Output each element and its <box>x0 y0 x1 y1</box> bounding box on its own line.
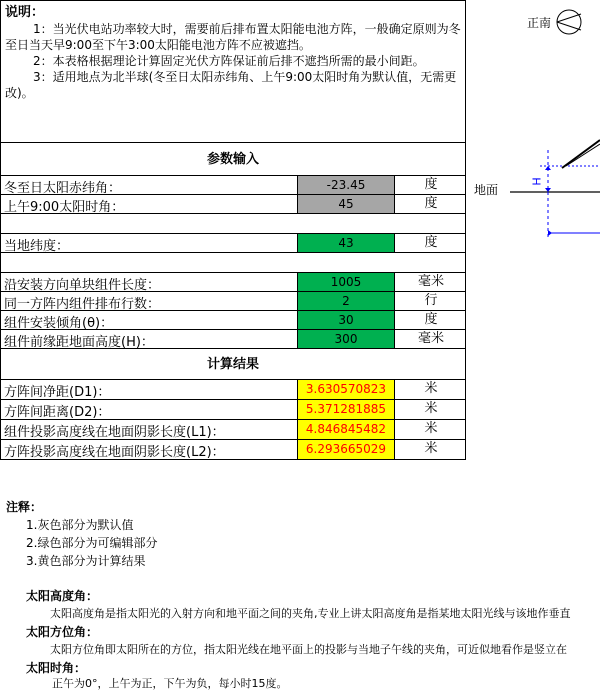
ground-label: 地面 <box>474 183 499 197</box>
param-label: 同一方阵内组件排布行数： <box>4 297 161 312</box>
note-item: 1.灰色部分为默认值 <box>26 518 134 532</box>
result-row-l2 <box>0 440 466 460</box>
result-unit: 米 <box>424 381 438 396</box>
note-item: 2.绿色部分为可编辑部分 <box>26 536 158 550</box>
result-value-d2: 5.371281885 <box>297 400 395 419</box>
spacer-row <box>0 253 466 273</box>
notes-title: 注释： <box>6 500 43 514</box>
result-value-d1: 3.630570823 <box>297 380 395 399</box>
altitude-text: 太阳高度角是指太阳光的入射方向和地平面之间的夹角,专业上讲太阳高度角是指某地太阳光线与该地作垂直 <box>50 607 571 620</box>
param-value-hour-angle[interactable]: 45 <box>297 195 395 213</box>
param-row-height <box>0 330 466 349</box>
result-label: 组件投影高度线在地面阴影长度(L1)： <box>4 425 225 440</box>
param-row-tilt <box>0 311 466 330</box>
result-unit: 米 <box>424 421 438 436</box>
param-label: 组件前缘距地面高度(H)： <box>4 335 154 350</box>
param-value-height[interactable]: 300 <box>297 330 395 348</box>
param-unit: 度 <box>424 235 438 250</box>
param-value-row-count[interactable]: 2 <box>297 292 395 310</box>
param-unit: 毫米 <box>417 331 444 346</box>
result-unit: 米 <box>424 401 438 416</box>
hour-text: 正午为0°，上午为正，下午为负，每小时15度。 <box>52 677 288 690</box>
param-unit: 行 <box>424 293 438 308</box>
h-label: H <box>530 177 544 186</box>
result-unit: 米 <box>424 441 438 456</box>
altitude-title: 太阳高度角： <box>26 589 99 603</box>
param-unit: 毫米 <box>417 274 444 289</box>
notes <box>6 498 600 568</box>
param-row-row-count <box>0 292 466 311</box>
param-unit: 度 <box>424 177 438 192</box>
result-row-d2 <box>0 400 466 420</box>
azimuth-text: 太阳方位角即太阳所在的方位，指太阳光线在地平面上的投影与当地子午线的夹角，可近似地看作是竖立在 <box>50 643 567 656</box>
result-row-l1 <box>0 420 466 440</box>
results-header: 计算结果 <box>0 349 466 380</box>
param-row-hour-angle <box>0 195 466 214</box>
param-value-module-length[interactable]: 1005 <box>297 273 395 291</box>
result-value-l1: 4.846845482 <box>297 420 395 439</box>
description-p3: 3：适用地点为北半球(冬至日太阳赤纬角、上午9:00太阳时角为默认值，无需更改)。 <box>5 70 457 100</box>
params-header: 参数输入 <box>0 143 466 176</box>
result-label: 方阵投影高度线在地面阴影长度(L2)： <box>4 445 225 460</box>
result-value-l2: 6.293665029 <box>297 440 395 459</box>
param-value-tilt[interactable]: 30 <box>297 311 395 329</box>
compass-icon <box>557 10 581 34</box>
description-box <box>0 0 466 143</box>
result-row-d1 <box>0 380 466 400</box>
description-title: 说明： <box>5 5 45 20</box>
param-label: 沿安装方向单块组件长度： <box>4 278 161 293</box>
azimuth-title: 太阳方位角： <box>26 625 99 639</box>
param-label: 当地纬度： <box>4 239 70 254</box>
result-label: 方阵间净距(D1)： <box>4 385 111 400</box>
note-item: 3.黄色部分为计算结果 <box>26 554 146 568</box>
panel-line-2 <box>566 144 600 166</box>
result-label: 方阵间距离(D2)： <box>4 405 111 420</box>
param-label: 组件安装倾角(θ)： <box>4 316 114 331</box>
param-row-declination <box>0 176 466 195</box>
param-unit: 度 <box>424 196 438 211</box>
array-diagram <box>470 0 600 250</box>
param-value-declination[interactable]: -23.45 <box>297 176 395 194</box>
param-row-latitude <box>0 234 466 253</box>
param-unit: 度 <box>424 312 438 327</box>
param-label: 冬至日太阳赤纬角： <box>4 181 122 196</box>
south-label: 正南 <box>527 16 552 30</box>
description-p1: 1：当光伏电站功率较大时，需要前后排布置太阳能电池方阵，一般确定原则为冬至日当天早9:00至下午3:00太阳能电池方阵不应被遮挡。 <box>5 22 461 52</box>
arrow-icon <box>548 230 552 236</box>
panel-line <box>562 140 600 168</box>
param-row-module-length <box>0 273 466 292</box>
arrow-icon <box>545 166 551 170</box>
hour-title: 太阳时角： <box>26 661 87 675</box>
param-label: 上午9:00太阳时角： <box>4 200 125 215</box>
spacer-row <box>0 214 466 234</box>
param-value-latitude[interactable]: 43 <box>297 234 395 252</box>
description-p2: 2：本表格根据理论计算固定光伏方阵保证前后排不遮挡所需的最小间距。 <box>33 54 425 68</box>
